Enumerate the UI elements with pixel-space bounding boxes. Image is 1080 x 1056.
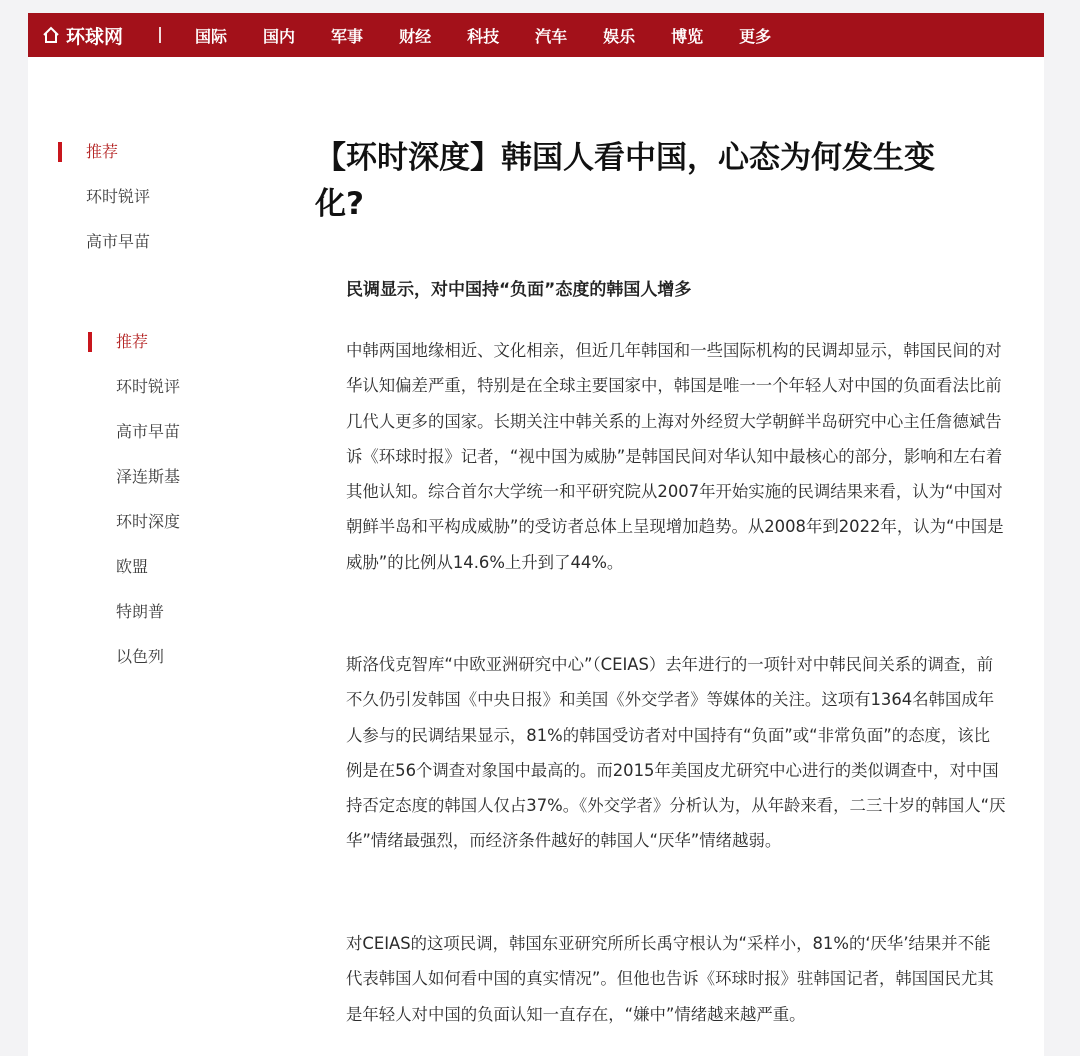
article-paragraph: 斯洛伐克智库“中欧亚洲研究中心”（CEIAS）去年进行的一项针对中韩民间关系的调查，前不久仍引发韩国《中央日报》和美国《外交学者》等媒体的关注。这项有1364名韩国成年人参与的民调结果显示，81%的韩国受访者对中国持有“负面”或“非常负面”的态度，该比例是在56个调查对象国中最高的。而2015年美国皮尤研究中心进行的类似调查中，对中国持否定态度的韩国人仅占37%。《外交学者》分析认为，从年龄来看，二三十岁的韩国人“厌华”情绪最强烈，而经济条件越好的韩国人“厌华”情绪越弱。 bbox=[346, 655, 1006, 851]
sidebar-item-israel[interactable] bbox=[86, 645, 286, 690]
sidebar-item-commentary[interactable] bbox=[86, 375, 286, 420]
nav-divider bbox=[159, 27, 161, 43]
sidebar-main bbox=[86, 330, 286, 700]
sidebar-item-label: 以色列 bbox=[116, 647, 165, 666]
sidebar-item-label: 推荐 bbox=[86, 142, 119, 161]
nav-item-expo[interactable]: 博览 bbox=[671, 26, 704, 46]
article-paragraph: 对CEIAS的这项民调，韩国东亚研究所所长禹守根认为“采样小，81%的‘厌华’结果并不能代表韩国人如何看中国的真实情况”。但他也告诉《环球时报》驻韩国记者，韩国国民尤其是年轻人对中国的负面认知一直存在，“嫌中”情绪越来越严重。 bbox=[346, 934, 994, 1024]
sidebar-item-recommend[interactable] bbox=[86, 330, 286, 375]
sidebar-item-takaichi[interactable] bbox=[86, 420, 286, 465]
sidebar-item-label: 环时深度 bbox=[116, 512, 181, 531]
active-indicator bbox=[58, 142, 62, 162]
home-icon bbox=[42, 26, 60, 44]
sidebar-item-label: 环时锐评 bbox=[116, 377, 181, 396]
sidebar-item-label: 推荐 bbox=[116, 332, 149, 351]
sidebar-item-label: 环时锐评 bbox=[86, 187, 151, 206]
sidebar-item-label: 欧盟 bbox=[116, 557, 149, 576]
nav-item-entertainment[interactable]: 娱乐 bbox=[603, 26, 636, 46]
site-logo[interactable] bbox=[42, 22, 123, 49]
nav-item-finance[interactable]: 财经 bbox=[399, 26, 432, 46]
nav-item-auto[interactable]: 汽车 bbox=[535, 26, 568, 46]
sidebar-top-item-commentary[interactable] bbox=[56, 185, 256, 230]
sidebar-top-item-recommend[interactable] bbox=[56, 140, 256, 185]
nav-item-domestic[interactable]: 国内 bbox=[263, 26, 296, 46]
article-title: 【环时深度】韩国人看中国，心态为何发生变化? bbox=[315, 140, 935, 222]
sidebar-item-zelensky[interactable] bbox=[86, 465, 286, 510]
nav-item-international[interactable]: 国际 bbox=[195, 26, 228, 46]
logo-text: 环球网 bbox=[66, 25, 124, 48]
nav-menu bbox=[195, 24, 807, 47]
article-paragraph: 中韩两国地缘相近、文化相亲，但近几年韩国和一些国际机构的民调却显示，韩国民间的对华认知偏差严重，特别是在全球主要国家中，韩国是唯一一个年轻人对中国的负面看法比前几代人更多的国家。长期关注中韩关系的上海对外经贸大学朝鲜半岛研究中心主任詹德斌告诉《环球时报》记者，“视中国为威胁”是韩国民间对华认知中最核心的部分，影响和左右着其他认知。综合首尔大学统一和平研究院从2007年开始实施的民调结果来看，认为“中国对朝鲜半岛和平构成威胁”的受访者总体上呈现增加趋势。从2008年到2022年，认为“中国是威胁”的比例从14.6%上升到了44%。 bbox=[346, 341, 1004, 572]
sidebar-item-label: 泽连斯基 bbox=[116, 467, 181, 486]
sidebar-item-trump[interactable] bbox=[86, 600, 286, 645]
top-nav-bar bbox=[28, 13, 1044, 57]
sidebar-item-depth[interactable] bbox=[86, 510, 286, 555]
active-indicator bbox=[88, 332, 92, 352]
nav-item-tech[interactable]: 科技 bbox=[467, 26, 500, 46]
sidebar-item-label: 高市早苗 bbox=[116, 422, 181, 441]
article-lead: 民调显示，对中国持“负面”态度的韩国人增多 bbox=[346, 280, 692, 300]
sidebar-item-label: 特朗普 bbox=[116, 602, 165, 621]
sidebar-top bbox=[56, 140, 256, 255]
nav-item-more[interactable]: 更多 bbox=[739, 26, 772, 46]
sidebar-item-label: 高市早苗 bbox=[86, 232, 151, 251]
sidebar-item-eu[interactable] bbox=[86, 555, 286, 600]
nav-item-military[interactable]: 军事 bbox=[331, 26, 364, 46]
sidebar-top-item-takaichi[interactable] bbox=[56, 230, 256, 255]
